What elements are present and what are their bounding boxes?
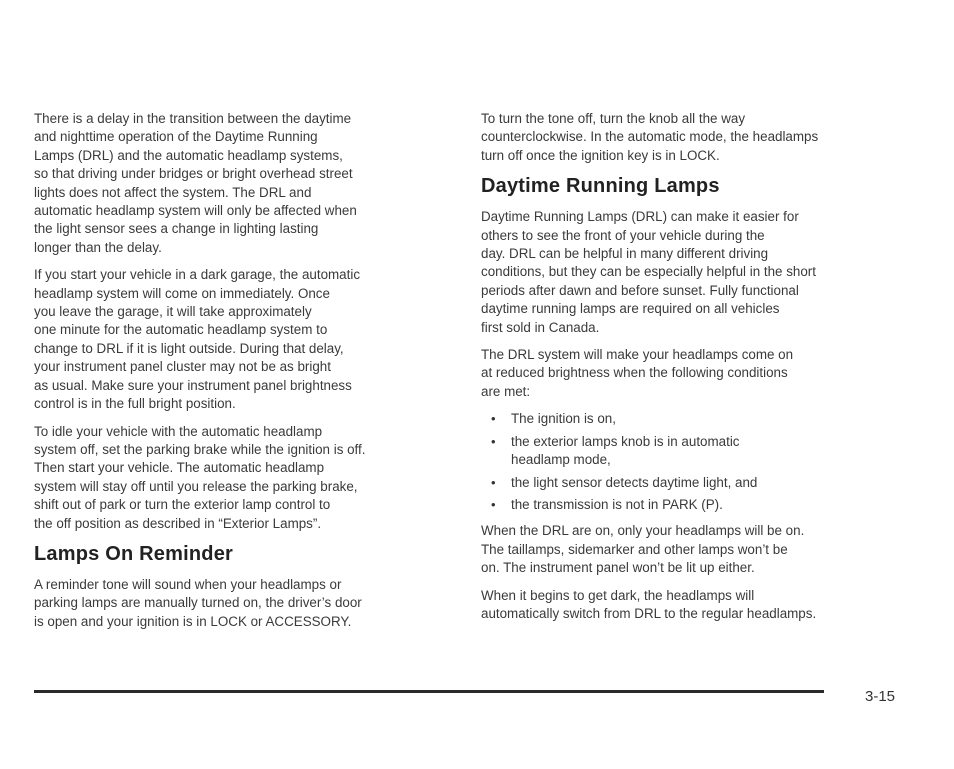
text-line: turn off once the ignition key is in LOCK.: [481, 147, 720, 163]
text-line: at reduced brightness when the following conditions: [481, 365, 788, 381]
text-line: change to DRL if it is light outside. During that delay,: [34, 340, 344, 356]
text-line: are met:: [481, 383, 531, 399]
text-line: headlamp system will come on immediately. Once: [34, 285, 330, 301]
left-column: [34, 110, 452, 640]
text-line: the off position as described in “Exterior Lamps”.: [34, 515, 322, 531]
text-line: is open and your ignition is in LOCK or ACCESSORY.: [34, 613, 352, 629]
text-line: parking lamps are manually turned on, the driver’s door: [34, 595, 362, 611]
text-line: so that driving under bridges or bright overhead street: [34, 166, 353, 182]
bullet-icon: •: [491, 411, 496, 427]
text-line: conditions, but they can be especially helpful in the short: [481, 264, 816, 280]
bullet-icon: •: [491, 433, 496, 449]
text-line: the transmission is not in PARK (P).: [511, 496, 723, 512]
paragraph-turn-tone-off: [481, 110, 911, 165]
page-number: 3-15: [865, 688, 896, 705]
text-line: you leave the garage, it will take approximately: [34, 304, 312, 320]
bullet-icon: •: [491, 496, 496, 512]
paragraph-reminder-tone: [34, 576, 452, 631]
paragraph-drl-intro: [481, 208, 911, 337]
text-line: longer than the delay.: [34, 239, 162, 255]
text-line: The taillamps, sidemarker and other lamps won’t be: [481, 541, 788, 557]
paragraph-drl-on: [481, 522, 911, 577]
text-line: If you start your vehicle in a dark garage, the automatic: [34, 267, 361, 283]
text-line: your instrument panel cluster may not be as bright: [34, 359, 331, 375]
heading-lamps-on-reminder: Lamps On Reminder: [34, 542, 233, 565]
conditions-list: [481, 410, 911, 514]
text-line: on. The instrument panel won’t be lit up either.: [481, 560, 755, 576]
list-item: [481, 433, 911, 470]
text-line: A reminder tone will sound when your headlamps or: [34, 576, 342, 592]
text-line: one minute for the automatic headlamp system to: [34, 322, 328, 338]
bullet-icon: •: [491, 474, 496, 490]
text-line: Then start your vehicle. The automatic headlamp: [34, 460, 325, 476]
text-line: To turn the tone off, turn the knob all the way: [481, 111, 746, 126]
text-line: as usual. Make sure your instrument panel brightness: [34, 377, 352, 393]
paragraph-dark-switch: [481, 587, 911, 624]
text-line: counterclockwise. In the automatic mode, the headlamps: [481, 129, 819, 145]
list-item: [481, 474, 911, 492]
text-line: day. DRL can be helpful in many different driving: [481, 246, 769, 262]
list-item: [481, 410, 911, 428]
text-line: When it begins to get dark, the headlamps will: [481, 587, 755, 603]
text-line: the light sensor sees a change in lighting lasting: [34, 221, 319, 237]
text-line: the light sensor detects daytime light, and: [511, 474, 758, 490]
paragraph-drl-delay: [34, 110, 452, 257]
text-line: system off, set the parking brake while the ignition is off.: [34, 441, 366, 457]
text-line: There is a delay in the transition between the daytime: [34, 111, 352, 126]
text-line: Daytime Running Lamps (DRL) can make it easier for: [481, 209, 799, 225]
list-item: [481, 496, 911, 514]
text-line: Lamps (DRL) and the automatic headlamp systems,: [34, 147, 343, 163]
right-column: [481, 110, 911, 632]
paragraph-idle-vehicle: [34, 423, 452, 533]
text-line: control is in the full bright position.: [34, 396, 236, 412]
text-line: system will stay off until you release the parking brake,: [34, 478, 358, 494]
text-line: The DRL system will make your headlamps come on: [481, 347, 794, 363]
heading-daytime-running-lamps: Daytime Running Lamps: [481, 175, 720, 198]
text-line: lights does not affect the system. The DRL and: [34, 184, 312, 200]
text-line: automatic headlamp system will only be affected when: [34, 203, 357, 219]
text-line: first sold in Canada.: [481, 319, 600, 335]
text-line: daytime running lamps are required on all vehicles: [481, 301, 780, 317]
text-line: The ignition is on,: [511, 411, 616, 427]
text-line: headlamp mode,: [511, 452, 611, 468]
text-line: automatically switch from DRL to the regular headlamps.: [481, 605, 817, 621]
text-line: and nighttime operation of the Daytime Running: [34, 129, 318, 145]
text-line: When the DRL are on, only your headlamps will be on.: [481, 523, 805, 539]
text-line: To idle your vehicle with the automatic headlamp: [34, 423, 323, 439]
text-line: periods after dawn and before sunset. Fully functional: [481, 282, 799, 298]
text-line: shift out of park or turn the exterior lamp control to: [34, 497, 331, 513]
footer-rule: [34, 690, 824, 693]
text-line: others to see the front of your vehicle during the: [481, 227, 765, 243]
paragraph-drl-conditions: [481, 346, 911, 401]
text-line: the exterior lamps knob is in automatic: [511, 433, 740, 449]
paragraph-dark-garage: [34, 266, 452, 413]
